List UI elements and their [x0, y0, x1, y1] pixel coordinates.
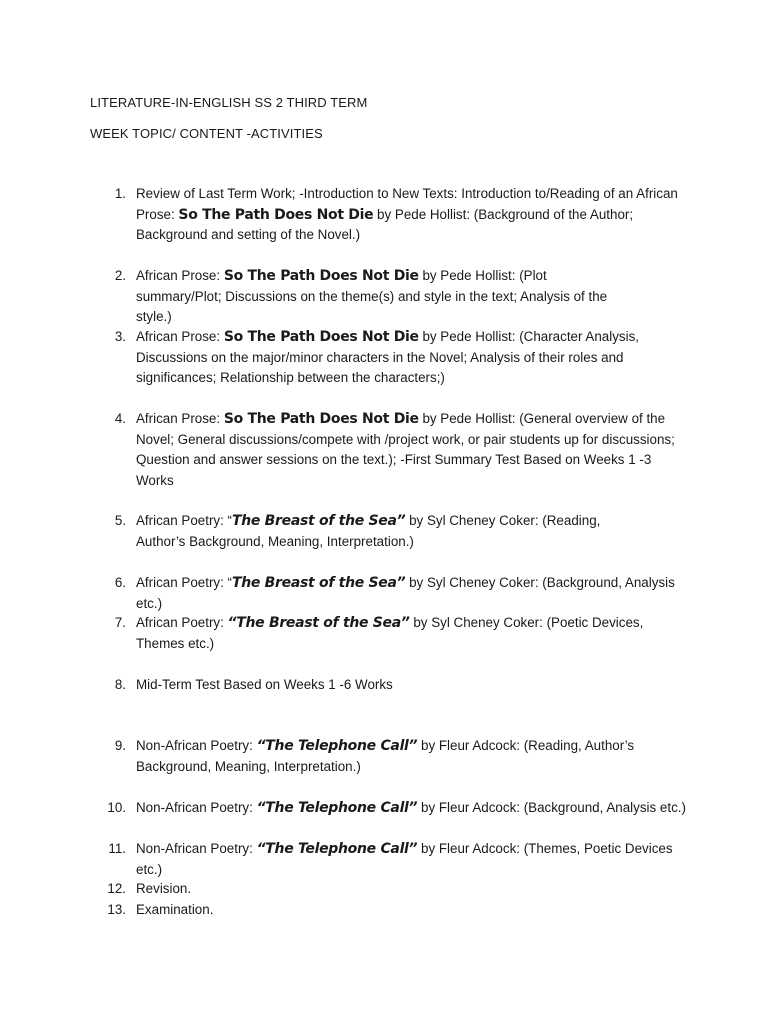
- list-item-text: African Prose:: [136, 411, 224, 426]
- list-item: [114, 266, 636, 328]
- list-item-text: African Poetry:: [136, 615, 228, 630]
- list-item-number: 12.: [107, 881, 126, 896]
- list-item-text: African Prose:: [136, 329, 224, 344]
- list-item-text: Revision.: [136, 881, 192, 896]
- list-item: [107, 879, 696, 900]
- list-item-title: “The Telephone Call”: [256, 841, 418, 857]
- list-item: [114, 736, 636, 777]
- list-item-title: “The Breast of the Sea”: [227, 615, 410, 631]
- list-item-text: by Fleur Adcock: (Background, Analysis etc.): [417, 800, 686, 815]
- list-item-text: by Pede Hollist: (Background of the Author; Background and setting of the Novel.): [136, 206, 634, 242]
- list-item-text: African Poetry: “: [136, 575, 232, 590]
- list-item-text: by Fleur Adcock: (Themes, Poetic Devices etc.): [136, 841, 673, 877]
- list-item-title: The Breast of the Sea”: [232, 575, 406, 591]
- list-item-text: by Pede Hollist: (Plot summary/Plot; Discussions on the theme(s) and style in the text; Analysis of the style.): [136, 268, 608, 324]
- list-item-number: 10.: [107, 800, 126, 815]
- list-item: [114, 184, 696, 246]
- list-item-text: African Poetry: “: [136, 513, 232, 528]
- list-item-text: Non-African Poetry:: [136, 841, 257, 856]
- list-item: [114, 409, 676, 491]
- list-item-title: “The Telephone Call”: [256, 800, 418, 816]
- list-item-title: So The Path Does Not Die: [178, 206, 374, 223]
- list-item: [114, 511, 646, 552]
- list-item-text: by Syl Cheney Coker: (Background, Analysis etc.): [136, 575, 675, 611]
- list-item-number: 4.: [114, 411, 126, 426]
- list-item-text: Mid-Term Test Based on Weeks 1 -6 Works: [136, 677, 393, 692]
- list-item: [114, 613, 676, 654]
- list-item-number: 1.: [114, 186, 126, 201]
- list-item-text: Review of Last Term Work; -Introduction to New Texts: Introduction to/Reading of an African Prose:: [136, 186, 678, 222]
- list-item-text: by Syl Cheney Coker: (Reading, Author’s Background, Meaning, Interpretation.): [136, 513, 601, 549]
- list-item-title: So The Path Does Not Die: [223, 411, 419, 427]
- list-item-number: 3.: [114, 329, 126, 344]
- list-item-number: 5.: [114, 513, 126, 528]
- list-item-text: Non-African Poetry:: [136, 800, 257, 815]
- list-item-number: 7.: [114, 615, 126, 630]
- list-item-text: by Pede Hollist: (Character Analysis, Discussions on the major/minor characters in the Novel; Analysis of their roles and significances; Relationship between the characters;): [136, 329, 640, 385]
- list-item-number: 9.: [114, 738, 126, 753]
- list-item-text: African Prose:: [136, 268, 224, 283]
- list-item-text: by Syl Cheney Coker: (Poetic Devices, Themes etc.): [136, 615, 644, 651]
- list-item-title: The Breast of the Sea”: [232, 513, 406, 529]
- list-item-number: 13.: [107, 902, 126, 917]
- list-item: [107, 798, 696, 819]
- list-item: [107, 900, 696, 921]
- document-subtitle: WEEK TOPIC/ CONTENT -ACTIVITIES: [90, 126, 323, 141]
- list-item: [114, 327, 656, 389]
- list-item-title: So The Path Does Not Die: [223, 268, 419, 284]
- document-title: LITERATURE-IN-ENGLISH SS 2 THIRD TERM: [90, 95, 368, 110]
- list-item-number: 8.: [114, 677, 126, 692]
- list-item-text: by Fleur Adcock: (Reading, Author’s Background, Meaning, Interpretation.): [136, 738, 635, 774]
- list-item-text: Examination.: [136, 902, 214, 917]
- list-item-title: So The Path Does Not Die: [223, 329, 419, 345]
- list-item-title: “The Telephone Call”: [256, 738, 418, 754]
- list-item-text: by Pede Hollist: (General overview of the Novel; General discussions/compete with /project work, or pair students up for discussions; Question and answer sessions on the text.); -First Summary Test Based on Weeks 1 -3 Works: [136, 411, 675, 488]
- list-item-number: 11.: [108, 841, 126, 856]
- list-item: [108, 839, 696, 880]
- list-item-number: 2.: [114, 268, 126, 283]
- list-item: [114, 675, 696, 696]
- list-item: [114, 573, 696, 614]
- list-item-number: 6.: [114, 575, 126, 590]
- list-item-text: Non-African Poetry:: [136, 738, 257, 753]
